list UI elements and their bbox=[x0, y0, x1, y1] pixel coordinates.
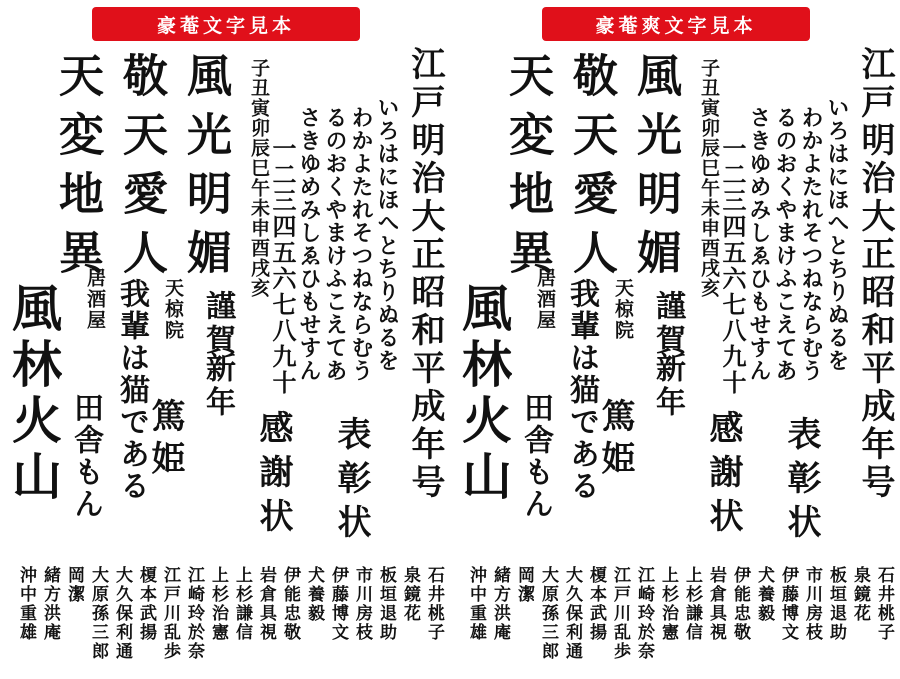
name-4: 市川房枝 bbox=[352, 566, 372, 642]
inakamon: 田舎もん bbox=[68, 392, 103, 520]
era-names: 江戸明治大正昭和平成年号 bbox=[405, 46, 445, 502]
name-1: 石井桃子 bbox=[874, 566, 894, 642]
fuurin-kazan: 風林火山 bbox=[4, 282, 63, 506]
name-11: 江崎玲於奈 bbox=[184, 566, 204, 661]
atsuhime: 篤姫 bbox=[145, 398, 185, 482]
atsuhime: 篤姫 bbox=[595, 398, 635, 482]
kana-line-2: わかよたれそつねならむう bbox=[798, 106, 824, 382]
name-10: 上杉治憲 bbox=[658, 566, 678, 642]
name-5: 伊藤博文 bbox=[328, 566, 348, 642]
name-8: 岩倉具視 bbox=[256, 566, 276, 642]
name-18: 沖中重雄 bbox=[16, 566, 36, 642]
name-16: 岡潔 bbox=[514, 566, 534, 604]
numerals: 一二三四五六七八九十 bbox=[268, 136, 297, 396]
fuurin-kazan: 風林火山 bbox=[454, 282, 513, 506]
kanshajo: 感謝状 bbox=[703, 410, 743, 542]
name-17: 緒方洪庵 bbox=[40, 566, 60, 642]
name-9: 上杉謙信 bbox=[232, 566, 252, 642]
name-7: 伊能忠敬 bbox=[280, 566, 300, 642]
name-2: 泉鏡花 bbox=[850, 566, 870, 623]
name-12: 江戸川乱歩 bbox=[160, 566, 180, 661]
zodiac: 子丑寅卯辰巳午未申酉戌亥 bbox=[698, 58, 720, 298]
name-16: 岡潔 bbox=[64, 566, 84, 604]
numerals: 一二三四五六七八九十 bbox=[718, 136, 747, 396]
specimen-title-banner: 豪菴文字見本 bbox=[92, 7, 360, 41]
zodiac: 子丑寅卯辰巳午未申酉戌亥 bbox=[248, 58, 270, 298]
grid-line-3: 天変地異 bbox=[51, 52, 104, 288]
specimen-panel-gouan-sou bbox=[450, 0, 900, 679]
izakaya: 居酒屋 bbox=[84, 268, 106, 331]
specimen-title-banner: 豪菴爽文字見本 bbox=[542, 7, 810, 41]
wagahai: 我輩は猫である bbox=[114, 278, 149, 502]
name-15: 大原孫三郎 bbox=[538, 566, 558, 661]
tenbyoin: 天椋院 bbox=[612, 278, 634, 341]
name-15: 大原孫三郎 bbox=[88, 566, 108, 661]
name-2: 泉鏡花 bbox=[400, 566, 420, 623]
name-3: 板垣退助 bbox=[376, 566, 396, 642]
wagahai: 我輩は猫である bbox=[564, 278, 599, 502]
kana-line-3: るのおくやまけふこえてあ bbox=[322, 106, 348, 382]
name-1: 石井桃子 bbox=[424, 566, 444, 642]
kana-line-4: さきゆめみしゑひもせすん bbox=[296, 106, 322, 382]
kana-line-2: わかよたれそつねならむう bbox=[348, 106, 374, 382]
name-14: 大久保利通 bbox=[562, 566, 582, 661]
hyoshojo: 表彰状 bbox=[781, 416, 821, 548]
name-14: 大久保利通 bbox=[112, 566, 132, 661]
kinga: 謹賀 bbox=[650, 290, 685, 358]
izakaya: 居酒屋 bbox=[534, 268, 556, 331]
name-7: 伊能忠敬 bbox=[730, 566, 750, 642]
kanshajo: 感謝状 bbox=[253, 410, 293, 542]
grid-line-3: 天変地異 bbox=[501, 52, 554, 288]
hyoshojo: 表彰状 bbox=[331, 416, 371, 548]
name-11: 江崎玲於奈 bbox=[634, 566, 654, 661]
name-12: 江戸川乱歩 bbox=[610, 566, 630, 661]
tenbyoin: 天椋院 bbox=[162, 278, 184, 341]
kana-line-1: いろはにほへとちりぬるを bbox=[824, 96, 850, 372]
grid-line-2: 敬天愛人 bbox=[565, 52, 618, 288]
kana-line-1: いろはにほへとちりぬるを bbox=[374, 96, 400, 372]
name-6: 犬養毅 bbox=[754, 566, 774, 623]
name-8: 岩倉具視 bbox=[706, 566, 726, 642]
name-13: 榎本武揚 bbox=[586, 566, 606, 642]
name-13: 榎本武揚 bbox=[136, 566, 156, 642]
name-9: 上杉謙信 bbox=[682, 566, 702, 642]
kana-line-3: るのおくやまけふこえてあ bbox=[772, 106, 798, 382]
grid-line-1: 風光明媚 bbox=[629, 52, 682, 288]
name-18: 沖中重雄 bbox=[466, 566, 486, 642]
name-6: 犬養毅 bbox=[304, 566, 324, 623]
name-5: 伊藤博文 bbox=[778, 566, 798, 642]
name-17: 緒方洪庵 bbox=[490, 566, 510, 642]
era-names: 江戸明治大正昭和平成年号 bbox=[855, 46, 895, 502]
shinnen: 新年 bbox=[200, 352, 235, 420]
grid-line-1: 風光明媚 bbox=[179, 52, 232, 288]
name-10: 上杉治憲 bbox=[208, 566, 228, 642]
shinnen: 新年 bbox=[650, 352, 685, 420]
kana-line-4: さきゆめみしゑひもせすん bbox=[746, 106, 772, 382]
grid-line-2: 敬天愛人 bbox=[115, 52, 168, 288]
name-3: 板垣退助 bbox=[826, 566, 846, 642]
kinga: 謹賀 bbox=[200, 290, 235, 358]
inakamon: 田舎もん bbox=[518, 392, 553, 520]
name-4: 市川房枝 bbox=[802, 566, 822, 642]
